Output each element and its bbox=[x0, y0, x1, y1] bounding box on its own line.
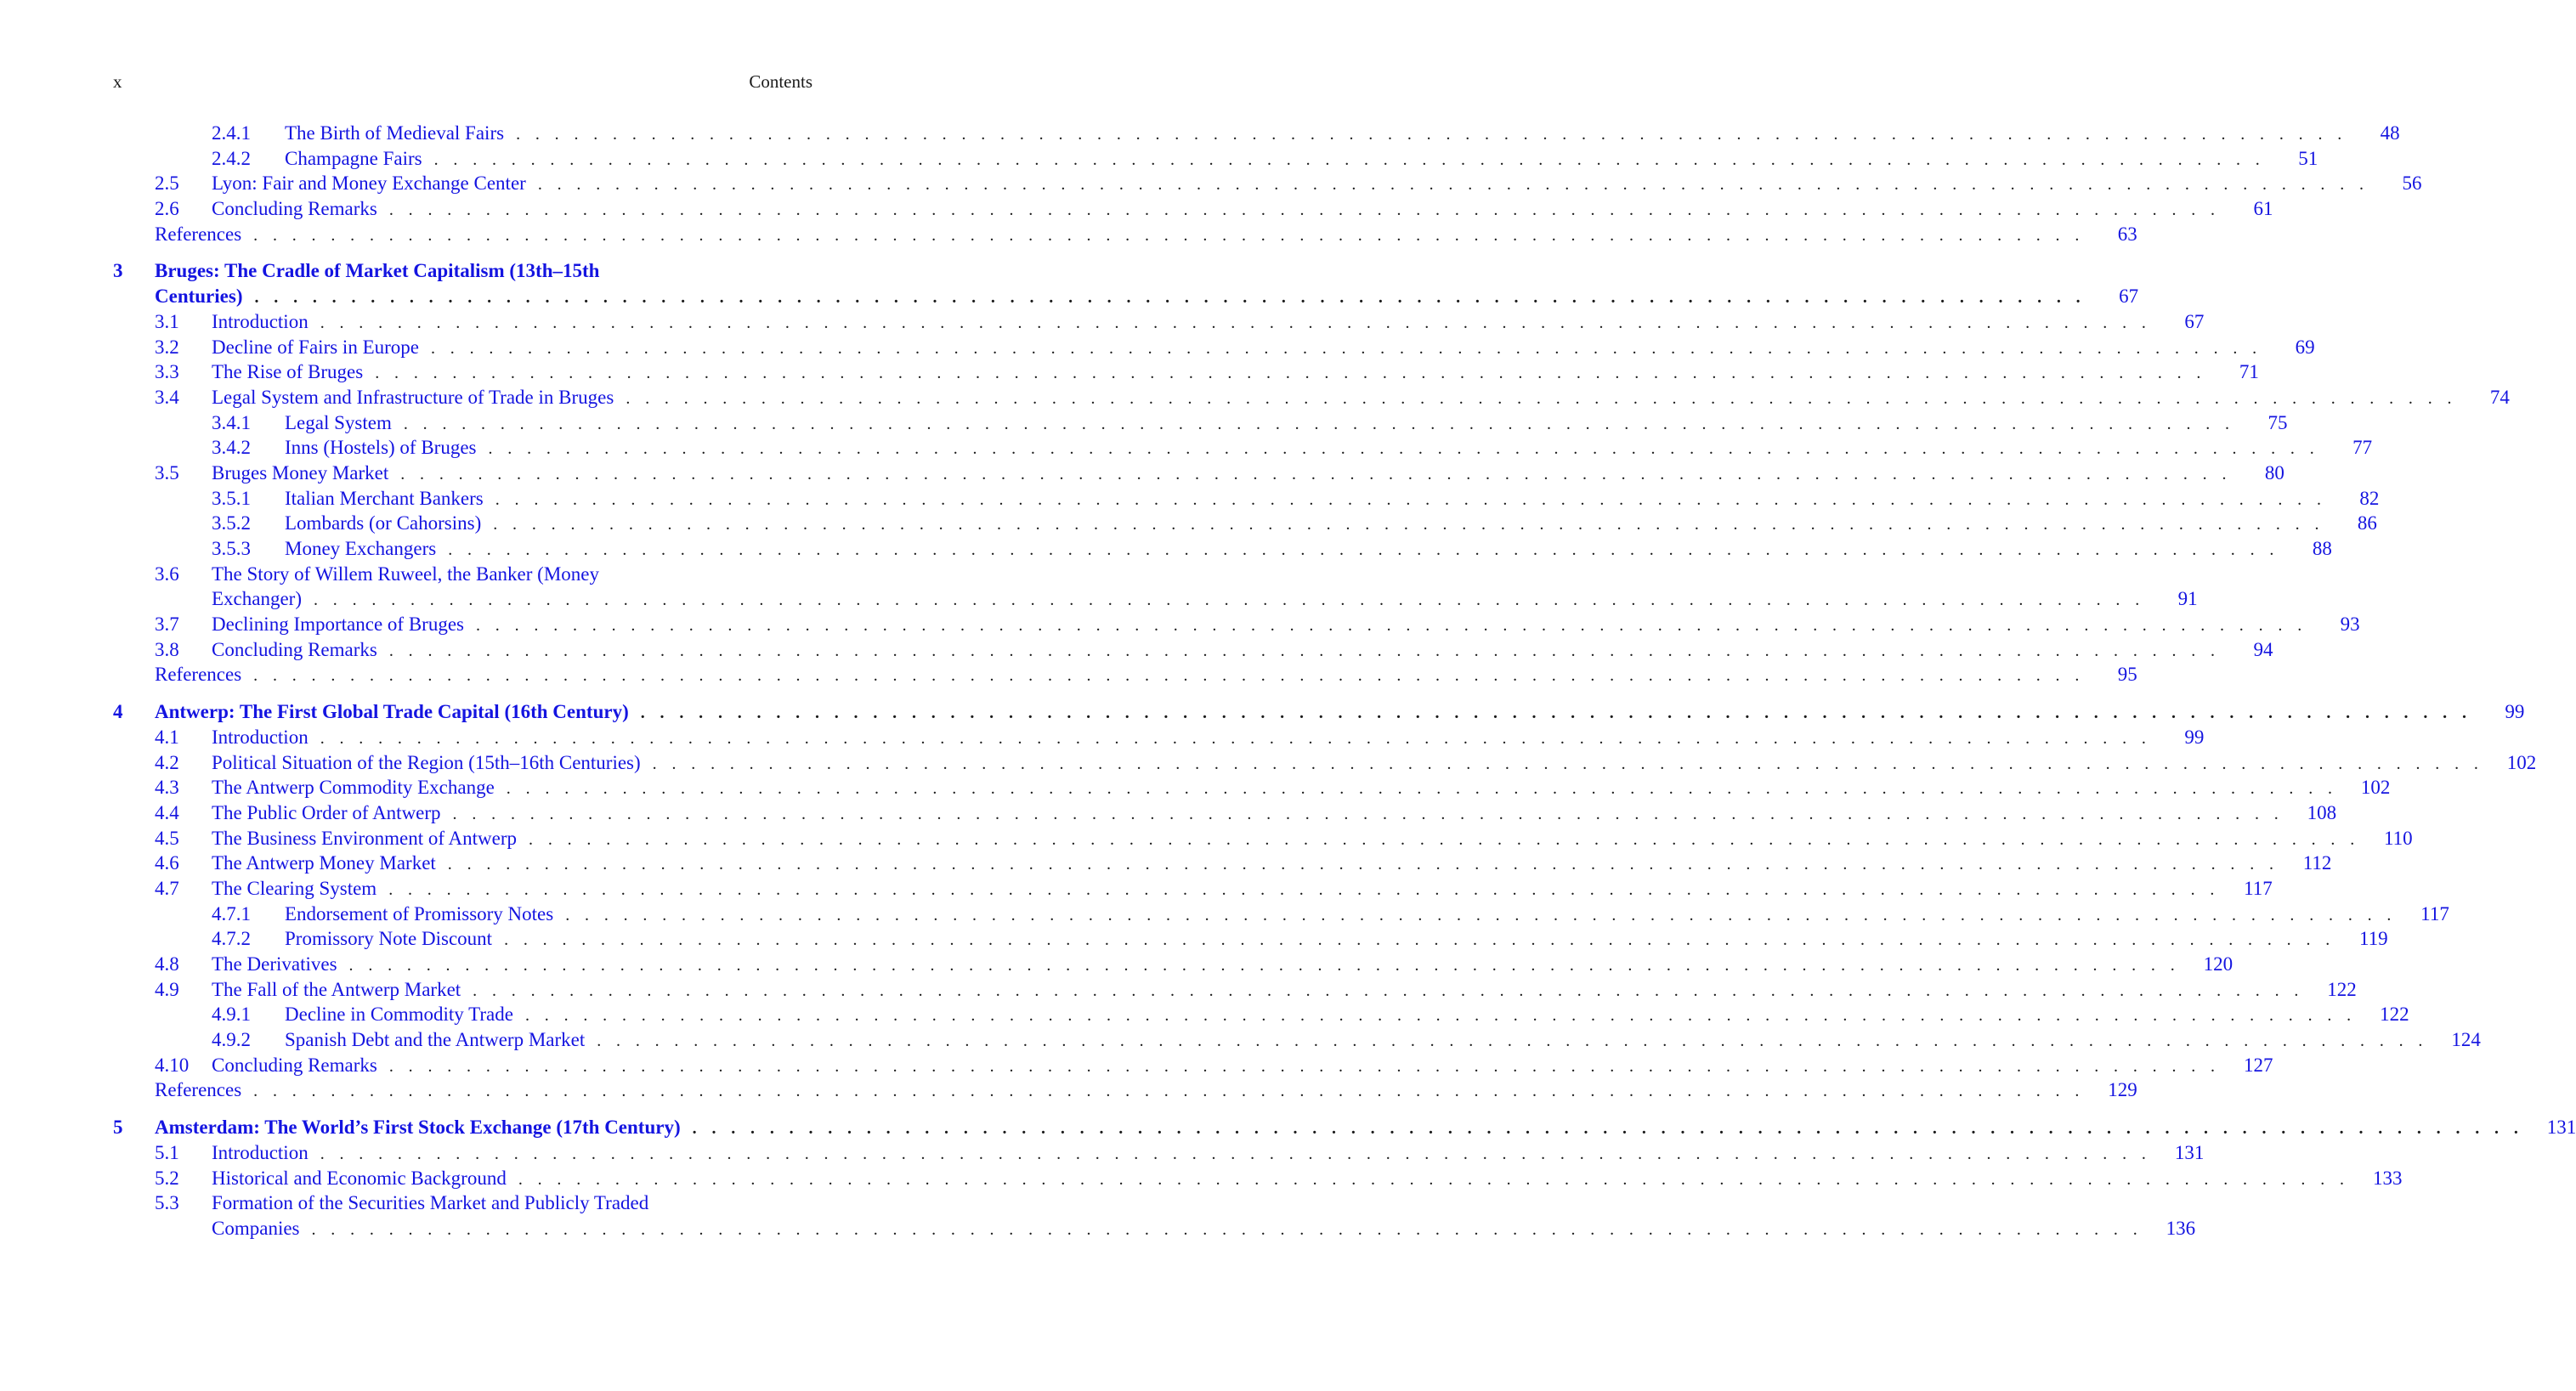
toc-entry-title[interactable]: References bbox=[155, 664, 242, 686]
toc-entry-title[interactable]: The Antwerp Money Market bbox=[212, 852, 436, 874]
toc-entry-page[interactable]: 82 bbox=[2359, 487, 2380, 509]
toc-entry-page[interactable]: 120 bbox=[2203, 953, 2233, 975]
toc-entry-title[interactable]: Antwerp: The First Global Trade Capital (16th Century) bbox=[155, 701, 629, 723]
toc-entry-title-line bbox=[155, 258, 812, 286]
dot-leader bbox=[516, 122, 2347, 148]
toc-entry[interactable] bbox=[0, 800, 2337, 826]
toc-entry-page[interactable]: 88 bbox=[2312, 538, 2332, 559]
toc-entry-title-line bbox=[212, 800, 2337, 828]
table-of-contents bbox=[0, 121, 2576, 1241]
toc-entry[interactable] bbox=[0, 385, 2510, 410]
toc-entry[interactable] bbox=[0, 750, 2537, 776]
toc-entry[interactable] bbox=[0, 171, 2422, 196]
toc-entry-number: 5.2 bbox=[155, 1167, 179, 1189]
toc-entry-page[interactable]: 119 bbox=[2359, 928, 2388, 950]
toc-entry-number: 3.2 bbox=[155, 336, 179, 358]
toc-entry-page[interactable]: 122 bbox=[2327, 978, 2357, 1000]
dot-leader bbox=[489, 437, 2320, 462]
toc-entry-page[interactable]: 124 bbox=[2451, 1029, 2481, 1051]
dot-leader bbox=[389, 1055, 2221, 1080]
toc-entry-number: 3.6 bbox=[155, 563, 179, 585]
toc-entry-page[interactable]: 131 bbox=[2546, 1117, 2576, 1139]
toc-entry-number: 3.8 bbox=[155, 638, 179, 660]
dot-leader bbox=[312, 1218, 2143, 1243]
toc-entry-number: 4.4 bbox=[155, 801, 179, 823]
toc-entry-page[interactable]: 129 bbox=[2108, 1079, 2137, 1101]
toc-entry-number: 4.8 bbox=[155, 953, 179, 975]
toc-entry[interactable] bbox=[0, 1053, 2273, 1078]
dot-leader bbox=[448, 538, 2279, 563]
toc-entry-page[interactable]: 95 bbox=[2117, 664, 2137, 686]
toc-entry-page[interactable]: 117 bbox=[2420, 902, 2449, 925]
toc-entry-title[interactable]: References bbox=[155, 1079, 242, 1101]
toc-entry[interactable] bbox=[0, 335, 2315, 360]
toc-entry-number: 5.3 bbox=[155, 1192, 179, 1214]
toc-entry-title[interactable]: The Birth of Medieval Fairs bbox=[285, 122, 505, 144]
toc-entry-title[interactable]: Concluding Remarks bbox=[212, 638, 377, 660]
toc-entry-page[interactable]: 133 bbox=[2372, 1167, 2403, 1189]
dot-leader bbox=[653, 752, 2484, 777]
toc-entry-number: 4.6 bbox=[155, 852, 179, 874]
toc-entry-title[interactable]: The Story of Willem Ruweel, the Banker (Money bbox=[212, 563, 599, 585]
toc-entry-number: 3.1 bbox=[155, 310, 179, 332]
toc-entry-number: 4.5 bbox=[155, 827, 179, 849]
toc-entry[interactable] bbox=[0, 977, 2357, 1003]
dot-leader bbox=[597, 1029, 2428, 1055]
dot-leader bbox=[504, 928, 2335, 953]
running-head: Contents bbox=[749, 71, 812, 92]
toc-entry[interactable] bbox=[0, 775, 2391, 800]
dot-leader bbox=[320, 727, 2152, 752]
toc-entry-title-line bbox=[285, 1002, 2409, 1029]
dot-leader bbox=[495, 488, 2327, 513]
dot-leader bbox=[565, 903, 2397, 929]
dot-leader bbox=[375, 361, 2206, 387]
toc-entry-number: 4.1 bbox=[155, 726, 179, 748]
toc-entry-number: 3 bbox=[113, 260, 123, 282]
toc-entry-page[interactable]: 63 bbox=[2117, 223, 2137, 245]
dot-leader bbox=[476, 614, 2307, 639]
toc-entry-page[interactable]: 94 bbox=[2253, 638, 2273, 660]
dot-leader bbox=[525, 1004, 2357, 1029]
toc-entry-number: 2.6 bbox=[155, 198, 179, 220]
toc-entry-title-line bbox=[212, 977, 2357, 1004]
toc-entry-page[interactable]: 69 bbox=[2295, 336, 2315, 358]
dot-leader bbox=[400, 462, 2232, 488]
toc-entry-title-line bbox=[155, 1077, 2137, 1105]
toc-entry-title-line bbox=[155, 699, 2525, 727]
dot-leader bbox=[518, 1168, 2350, 1193]
toc-entry[interactable] bbox=[0, 435, 2373, 461]
toc-entry-page[interactable]: 51 bbox=[2298, 147, 2318, 169]
toc-entry[interactable] bbox=[0, 222, 2137, 247]
toc-entry-title-line bbox=[212, 851, 2332, 878]
dot-leader bbox=[253, 223, 2085, 249]
toc-entry-number: 3.5.1 bbox=[212, 487, 251, 509]
toc-entry-title[interactable]: Declining Importance of Bruges bbox=[212, 614, 464, 636]
toc-entry-page[interactable]: 99 bbox=[2184, 726, 2205, 748]
toc-entry-title-line bbox=[285, 121, 2400, 148]
toc-entry[interactable] bbox=[0, 1166, 2403, 1191]
toc-entry-number: 4.7.1 bbox=[212, 902, 251, 925]
toc-entry-title[interactable]: Legal System and Infrastructure of Trade in Bruges bbox=[212, 386, 614, 408]
toc-entry[interactable] bbox=[0, 536, 2332, 562]
toc-entry-title-line bbox=[212, 196, 2273, 223]
toc-entry-title-line bbox=[212, 335, 2315, 362]
toc-entry-number: 2.5 bbox=[155, 172, 179, 195]
toc-entry-title[interactable]: Political Situation of the Region (15th–16th Centuries) bbox=[212, 751, 641, 773]
toc-entry-title[interactable]: Centuries) bbox=[155, 286, 243, 308]
toc-entry[interactable] bbox=[0, 826, 2413, 851]
toc-entry-page[interactable]: 77 bbox=[2352, 437, 2373, 459]
toc-entry-page[interactable]: 99 bbox=[2505, 701, 2525, 723]
toc-entry[interactable] bbox=[0, 309, 2205, 335]
toc-entry-page[interactable]: 80 bbox=[2264, 461, 2284, 483]
toc-entry-page[interactable]: 67 bbox=[2184, 310, 2205, 332]
toc-entry-number: 4.10 bbox=[155, 1054, 190, 1076]
toc-entry-title[interactable]: Italian Merchant Bankers bbox=[285, 487, 484, 509]
toc-entry[interactable] bbox=[0, 1115, 2576, 1140]
toc-entry-title-line bbox=[212, 309, 2205, 336]
toc-entry-title-line bbox=[212, 750, 2537, 777]
toc-entry-page[interactable]: 108 bbox=[2307, 801, 2337, 823]
toc-entry[interactable] bbox=[0, 1002, 2409, 1027]
toc-entry[interactable] bbox=[0, 1140, 2205, 1166]
toc-entry-title[interactable]: Inns (Hostels) of Bruges bbox=[285, 437, 477, 459]
toc-entry-title-line bbox=[212, 1053, 2273, 1080]
toc-entry-title[interactable]: Lombards (or Cahorsins) bbox=[285, 512, 482, 534]
toc-entry-title-line bbox=[212, 171, 2422, 198]
toc-entry-page[interactable]: 48 bbox=[2380, 122, 2400, 144]
page-number: x bbox=[113, 71, 122, 92]
toc-entry-number: 4 bbox=[113, 701, 123, 723]
toc-entry-title[interactable]: Decline in Commodity Trade bbox=[285, 1004, 513, 1026]
toc-entry[interactable] bbox=[0, 359, 2259, 385]
toc-entry-title[interactable]: Companies bbox=[212, 1217, 300, 1239]
toc-entry-page[interactable]: 136 bbox=[2166, 1217, 2196, 1239]
toc-entry[interactable] bbox=[0, 926, 2388, 952]
toc-entry-page[interactable]: 131 bbox=[2174, 1141, 2205, 1163]
toc-entry-number: 4.3 bbox=[155, 777, 179, 799]
dot-leader bbox=[389, 198, 2221, 223]
dot-leader bbox=[253, 1079, 2085, 1105]
toc-entry[interactable] bbox=[0, 725, 2205, 750]
toc-entry-title[interactable]: References bbox=[155, 223, 242, 245]
toc-entry[interactable] bbox=[0, 1190, 918, 1216]
toc-entry-title[interactable]: The Clearing System bbox=[212, 877, 377, 899]
toc-entry-page[interactable]: 110 bbox=[2383, 827, 2413, 849]
dot-leader bbox=[253, 664, 2085, 689]
toc-entry-title-line bbox=[212, 1216, 2196, 1243]
toc-entry-title-line bbox=[155, 1115, 2576, 1142]
toc-entry-title-line bbox=[212, 637, 2273, 664]
dot-leader bbox=[404, 412, 2235, 438]
toc-entry-title[interactable]: Legal System bbox=[285, 411, 392, 433]
toc-entry-number: 3.4 bbox=[155, 386, 179, 408]
toc-entry-title-line bbox=[155, 662, 2137, 689]
toc-entry[interactable] bbox=[0, 851, 2332, 876]
toc-entry-page[interactable]: 93 bbox=[2340, 614, 2360, 636]
toc-entry[interactable] bbox=[0, 461, 2284, 486]
page-header bbox=[113, 71, 812, 97]
toc-entry-title[interactable]: Amsterdam: The World’s First Stock Exchange (17th Century) bbox=[155, 1117, 681, 1139]
dot-leader bbox=[693, 1117, 2524, 1142]
toc-entry-title-line bbox=[212, 586, 2198, 614]
toc-entry-page[interactable]: 102 bbox=[2506, 751, 2537, 773]
toc-entry[interactable] bbox=[0, 612, 2360, 637]
toc-entry-number: 3.5 bbox=[155, 461, 179, 483]
dot-leader bbox=[507, 777, 2338, 802]
toc-entry[interactable] bbox=[0, 1027, 2481, 1053]
toc-entry-number: 2.4.1 bbox=[212, 122, 251, 144]
toc-entry-title-line bbox=[212, 1190, 812, 1218]
toc-entry-title-line bbox=[212, 461, 2284, 488]
toc-entry-page[interactable]: 67 bbox=[2119, 286, 2139, 308]
toc-entry-number: 3.5.3 bbox=[212, 538, 251, 559]
toc-entry[interactable] bbox=[0, 486, 2380, 512]
toc-entry-title[interactable]: Decline of Fairs in Europe bbox=[212, 336, 419, 358]
toc-entry[interactable] bbox=[0, 284, 2139, 309]
dot-leader bbox=[320, 1142, 2152, 1168]
toc-entry-page[interactable]: 91 bbox=[2177, 588, 2198, 610]
toc-entry[interactable] bbox=[0, 876, 2273, 902]
toc-entry-page[interactable]: 127 bbox=[2243, 1054, 2273, 1076]
toc-entry-title[interactable]: Bruges Money Market bbox=[212, 461, 389, 483]
dot-leader bbox=[538, 172, 2369, 198]
toc-entry-title[interactable]: The Business Environment of Antwerp bbox=[212, 827, 518, 849]
toc-entry-title-line bbox=[285, 536, 2332, 563]
toc-entry-title-line bbox=[212, 612, 2360, 639]
toc-entry-page[interactable]: 122 bbox=[2380, 1004, 2409, 1026]
toc-entry[interactable] bbox=[0, 410, 2288, 436]
toc-entry-title-line bbox=[212, 562, 812, 589]
toc-entry[interactable] bbox=[0, 511, 2377, 536]
toc-entry-number: 3.5.2 bbox=[212, 512, 251, 534]
toc-entry[interactable] bbox=[0, 952, 2233, 977]
toc-entry-title[interactable]: Introduction bbox=[212, 310, 309, 332]
dot-leader bbox=[626, 387, 2457, 412]
toc-entry[interactable] bbox=[0, 258, 918, 284]
toc-entry-title[interactable]: Introduction bbox=[212, 1141, 309, 1163]
toc-entry-title[interactable]: The Derivatives bbox=[212, 953, 337, 975]
toc-entry[interactable] bbox=[0, 699, 2525, 725]
toc-entry-title[interactable]: The Antwerp Commodity Exchange bbox=[212, 777, 495, 799]
dot-leader bbox=[389, 639, 2221, 664]
dot-leader bbox=[254, 286, 2086, 311]
toc-entry-number: 4.9.1 bbox=[212, 1004, 251, 1026]
toc-entry-title[interactable]: Spanish Debt and the Antwerp Market bbox=[285, 1029, 586, 1051]
toc-entry-page[interactable]: 74 bbox=[2489, 386, 2510, 408]
dot-leader bbox=[448, 852, 2279, 878]
toc-entry[interactable] bbox=[0, 637, 2273, 663]
toc-entry-number: 4.9.2 bbox=[212, 1029, 251, 1051]
toc-entry-page[interactable]: 112 bbox=[2302, 852, 2332, 874]
toc-entry-title-line bbox=[212, 725, 2205, 752]
toc-entry-page[interactable]: 75 bbox=[2267, 411, 2288, 433]
dot-leader bbox=[473, 979, 2304, 1004]
dot-leader bbox=[453, 802, 2284, 828]
dot-leader bbox=[434, 148, 2266, 173]
toc-entry-title[interactable]: Champagne Fairs bbox=[285, 147, 422, 169]
dot-leader bbox=[320, 311, 2152, 336]
toc-entry-title-line bbox=[285, 511, 2377, 538]
dot-leader bbox=[493, 512, 2324, 538]
dot-leader bbox=[388, 878, 2220, 903]
toc-entry-number: 3.3 bbox=[155, 361, 179, 383]
toc-entry-number: 5.1 bbox=[155, 1141, 179, 1163]
toc-entry[interactable] bbox=[0, 146, 2318, 172]
toc-entry-page[interactable]: 56 bbox=[2402, 172, 2422, 195]
toc-entry-title-line bbox=[285, 435, 2373, 462]
toc-entry-title-line bbox=[285, 926, 2388, 953]
toc-entry-title-line bbox=[285, 146, 2318, 173]
toc-entry-title[interactable]: Endorsement of Promissory Notes bbox=[285, 902, 554, 925]
toc-entry[interactable] bbox=[0, 1077, 2137, 1103]
toc-entry[interactable] bbox=[0, 562, 918, 587]
toc-entry-title-line bbox=[212, 876, 2273, 903]
toc-entry-number: 3.4.1 bbox=[212, 411, 251, 433]
toc-entry-number: 4.7.2 bbox=[212, 928, 251, 950]
toc-entry-title[interactable]: Lyon: Fair and Money Exchange Center bbox=[212, 172, 526, 195]
toc-entry-title-line bbox=[212, 952, 2233, 979]
toc-entry-title-line bbox=[212, 359, 2259, 387]
toc-entry-title-line bbox=[212, 1140, 2205, 1168]
toc-entry-number: 2.4.2 bbox=[212, 147, 251, 169]
toc-entry-title[interactable]: Historical and Economic Background bbox=[212, 1167, 507, 1189]
toc-entry-title-line bbox=[285, 410, 2288, 438]
toc-entry-title-line bbox=[285, 486, 2380, 513]
toc-entry[interactable] bbox=[0, 902, 2449, 927]
toc-entry-page[interactable]: 117 bbox=[2244, 877, 2273, 899]
toc-entry-title-line bbox=[155, 222, 2137, 249]
toc-entry-title-line bbox=[212, 775, 2391, 802]
dot-leader bbox=[641, 701, 2472, 727]
toc-entry-title[interactable]: Exchanger) bbox=[212, 588, 302, 610]
toc-entry-title[interactable]: Formation of the Securities Market and Publicly Traded bbox=[212, 1192, 649, 1214]
toc-entry-page[interactable]: 71 bbox=[2239, 361, 2259, 383]
toc-entry-title[interactable]: Introduction bbox=[212, 726, 309, 748]
toc-entry[interactable] bbox=[0, 121, 2400, 146]
toc-entry[interactable] bbox=[0, 1216, 2196, 1241]
toc-entry-title-line bbox=[285, 1027, 2481, 1055]
toc-entry-title[interactable]: Money Exchangers bbox=[285, 538, 437, 559]
dot-leader bbox=[314, 588, 2145, 614]
toc-entry-page[interactable]: 102 bbox=[2360, 777, 2391, 799]
toc-entry-page[interactable]: 86 bbox=[2357, 512, 2377, 534]
toc-entry-title[interactable]: Concluding Remarks bbox=[212, 1054, 377, 1076]
toc-entry-title[interactable]: The Rise of Bruges bbox=[212, 361, 364, 383]
toc-entry-title-line bbox=[155, 284, 2139, 311]
toc-entry-number: 3.7 bbox=[155, 614, 179, 636]
toc-entry-number: 5 bbox=[113, 1117, 123, 1139]
toc-entry-number: 4.9 bbox=[155, 978, 179, 1000]
toc-entry-title[interactable]: Concluding Remarks bbox=[212, 198, 377, 220]
toc-entry-number: 3.4.2 bbox=[212, 437, 251, 459]
toc-entry-title[interactable]: The Fall of the Antwerp Market bbox=[212, 978, 461, 1000]
dot-leader bbox=[431, 336, 2262, 362]
toc-entry-title-line bbox=[212, 385, 2510, 412]
dot-leader bbox=[529, 828, 2360, 853]
toc-entry-number: 4.7 bbox=[155, 877, 179, 899]
toc-entry-title-line bbox=[212, 826, 2413, 853]
toc-entry-title[interactable]: Bruges: The Cradle of Market Capitalism (13th–15th bbox=[155, 260, 600, 282]
dot-leader bbox=[349, 953, 2181, 979]
toc-entry-title-line bbox=[212, 1166, 2403, 1193]
toc-entry[interactable] bbox=[0, 196, 2273, 222]
toc-entry[interactable] bbox=[0, 586, 2198, 612]
toc-entry-page[interactable]: 61 bbox=[2253, 198, 2273, 220]
toc-entry[interactable] bbox=[0, 662, 2137, 687]
toc-entry-number: 4.2 bbox=[155, 751, 179, 773]
toc-entry-title-line bbox=[285, 902, 2449, 929]
toc-entry-title[interactable]: The Public Order of Antwerp bbox=[212, 801, 441, 823]
toc-entry-title[interactable]: Promissory Note Discount bbox=[285, 928, 493, 950]
